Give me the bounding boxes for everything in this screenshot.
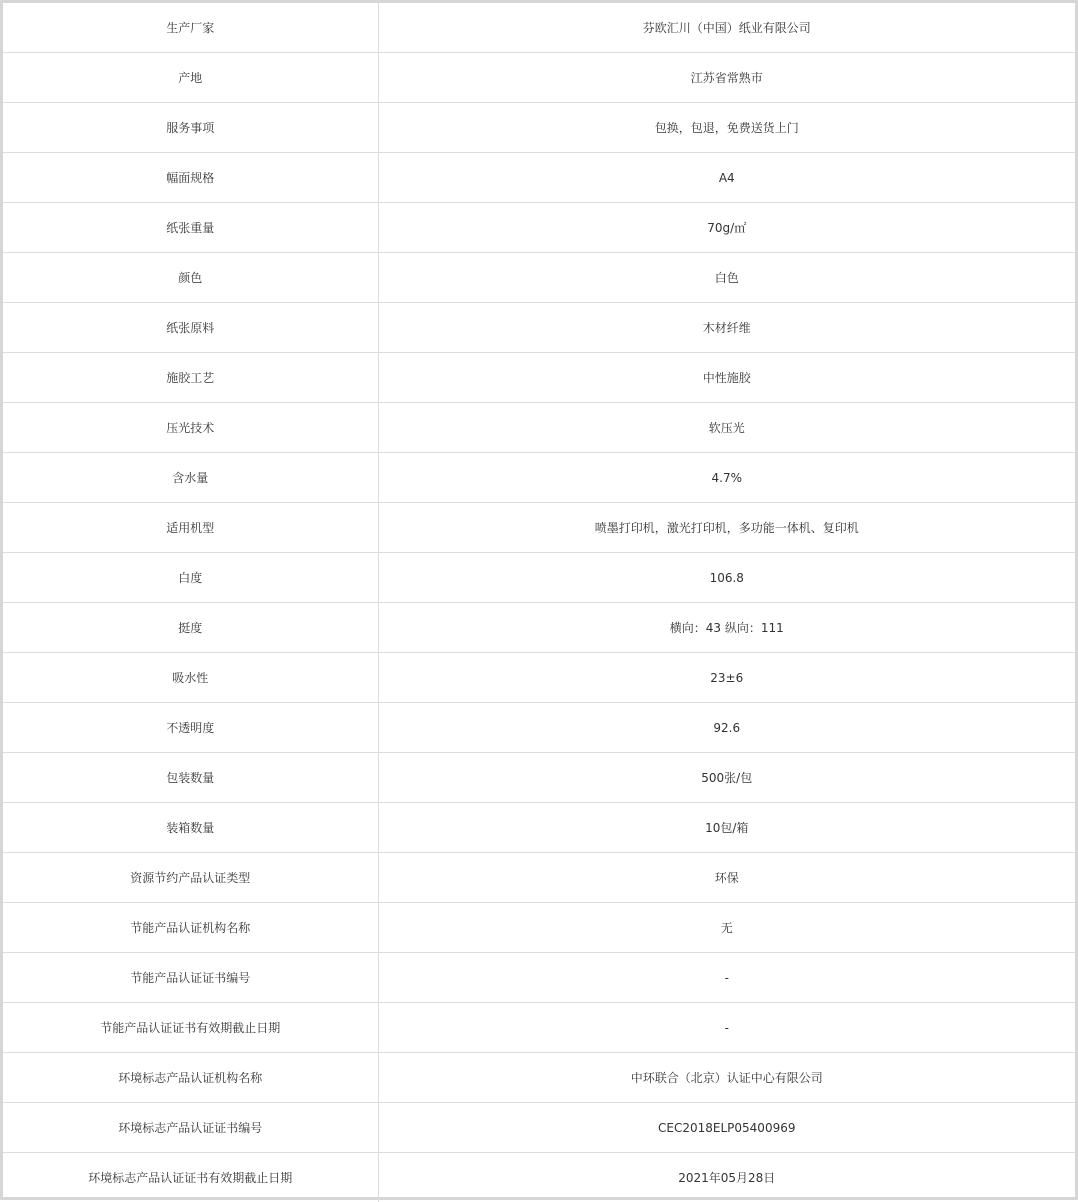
spec-value-cell: 白色 xyxy=(378,253,1075,303)
spec-label-cell: 吸水性 xyxy=(3,653,378,703)
table-row xyxy=(3,153,1075,203)
spec-label-cell: 含水量 xyxy=(3,453,378,503)
spec-label-cell: 压光技术 xyxy=(3,403,378,453)
table-row xyxy=(3,503,1075,553)
spec-label-cell: 服务事项 xyxy=(3,103,378,153)
spec-label-cell: 白度 xyxy=(3,553,378,603)
spec-value-cell: A4 xyxy=(378,153,1075,203)
table-row xyxy=(3,203,1075,253)
spec-value-cell: - xyxy=(378,953,1075,1003)
spec-label-cell: 节能产品认证证书有效期截止日期 xyxy=(3,1003,378,1053)
table-row xyxy=(3,353,1075,403)
spec-table-body xyxy=(3,3,1075,1202)
spec-value-cell: 10包/箱 xyxy=(378,803,1075,853)
spec-value-cell: 喷墨打印机，激光打印机，多功能一体机、复印机 xyxy=(378,503,1075,553)
spec-label-cell: 纸张原料 xyxy=(3,303,378,353)
spec-label-cell: 环境标志产品认证证书编号 xyxy=(3,1103,378,1153)
spec-label-cell: 生产厂家 xyxy=(3,3,378,53)
table-row xyxy=(3,1153,1075,1202)
spec-value-cell: 无 xyxy=(378,903,1075,953)
spec-label-cell: 产地 xyxy=(3,53,378,103)
table-row xyxy=(3,953,1075,1003)
spec-label-cell: 装箱数量 xyxy=(3,803,378,853)
spec-value-cell: 2021年05月28日 xyxy=(378,1153,1075,1202)
spec-label-cell: 幅面规格 xyxy=(3,153,378,203)
spec-value-cell: 芬欧汇川（中国）纸业有限公司 xyxy=(378,3,1075,53)
spec-value-cell: 500张/包 xyxy=(378,753,1075,803)
spec-label-cell: 包装数量 xyxy=(3,753,378,803)
spec-label-cell: 施胶工艺 xyxy=(3,353,378,403)
table-row xyxy=(3,803,1075,853)
spec-table xyxy=(3,3,1075,1202)
spec-value-cell: 中环联合（北京）认证中心有限公司 xyxy=(378,1053,1075,1103)
table-row xyxy=(3,403,1075,453)
table-row xyxy=(3,1053,1075,1103)
spec-label-cell: 适用机型 xyxy=(3,503,378,553)
table-row xyxy=(3,603,1075,653)
spec-label-cell: 资源节约产品认证类型 xyxy=(3,853,378,903)
table-row xyxy=(3,553,1075,603)
spec-label-cell: 节能产品认证机构名称 xyxy=(3,903,378,953)
table-row xyxy=(3,1103,1075,1153)
table-row xyxy=(3,103,1075,153)
spec-value-cell: 23±6 xyxy=(378,653,1075,703)
table-row xyxy=(3,453,1075,503)
spec-value-cell: 92.6 xyxy=(378,703,1075,753)
spec-value-cell: 中性施胶 xyxy=(378,353,1075,403)
spec-label-cell: 环境标志产品认证机构名称 xyxy=(3,1053,378,1103)
table-row xyxy=(3,903,1075,953)
table-row xyxy=(3,1003,1075,1053)
table-row xyxy=(3,303,1075,353)
table-row xyxy=(3,703,1075,753)
spec-value-cell: 包换，包退，免费送货上门 xyxy=(378,103,1075,153)
spec-value-cell: 106.8 xyxy=(378,553,1075,603)
spec-label-cell: 节能产品认证证书编号 xyxy=(3,953,378,1003)
spec-value-cell: 环保 xyxy=(378,853,1075,903)
spec-label-cell: 不透明度 xyxy=(3,703,378,753)
spec-value-cell: 横向：43 纵向：111 xyxy=(378,603,1075,653)
spec-label-cell: 挺度 xyxy=(3,603,378,653)
table-row xyxy=(3,653,1075,703)
spec-value-cell: 软压光 xyxy=(378,403,1075,453)
spec-value-cell: 70g/㎡ xyxy=(378,203,1075,253)
table-row xyxy=(3,753,1075,803)
spec-value-cell: 江苏省常熟市 xyxy=(378,53,1075,103)
spec-label-cell: 环境标志产品认证证书有效期截止日期 xyxy=(3,1153,378,1202)
spec-value-cell: CEC2018ELP05400969 xyxy=(378,1103,1075,1153)
spec-label-cell: 颜色 xyxy=(3,253,378,303)
table-row xyxy=(3,3,1075,53)
table-row xyxy=(3,853,1075,903)
spec-value-cell: 4.7% xyxy=(378,453,1075,503)
spec-value-cell: 木材纤维 xyxy=(378,303,1075,353)
table-row xyxy=(3,253,1075,303)
spec-value-cell: - xyxy=(378,1003,1075,1053)
table-row xyxy=(3,53,1075,103)
spec-label-cell: 纸张重量 xyxy=(3,203,378,253)
